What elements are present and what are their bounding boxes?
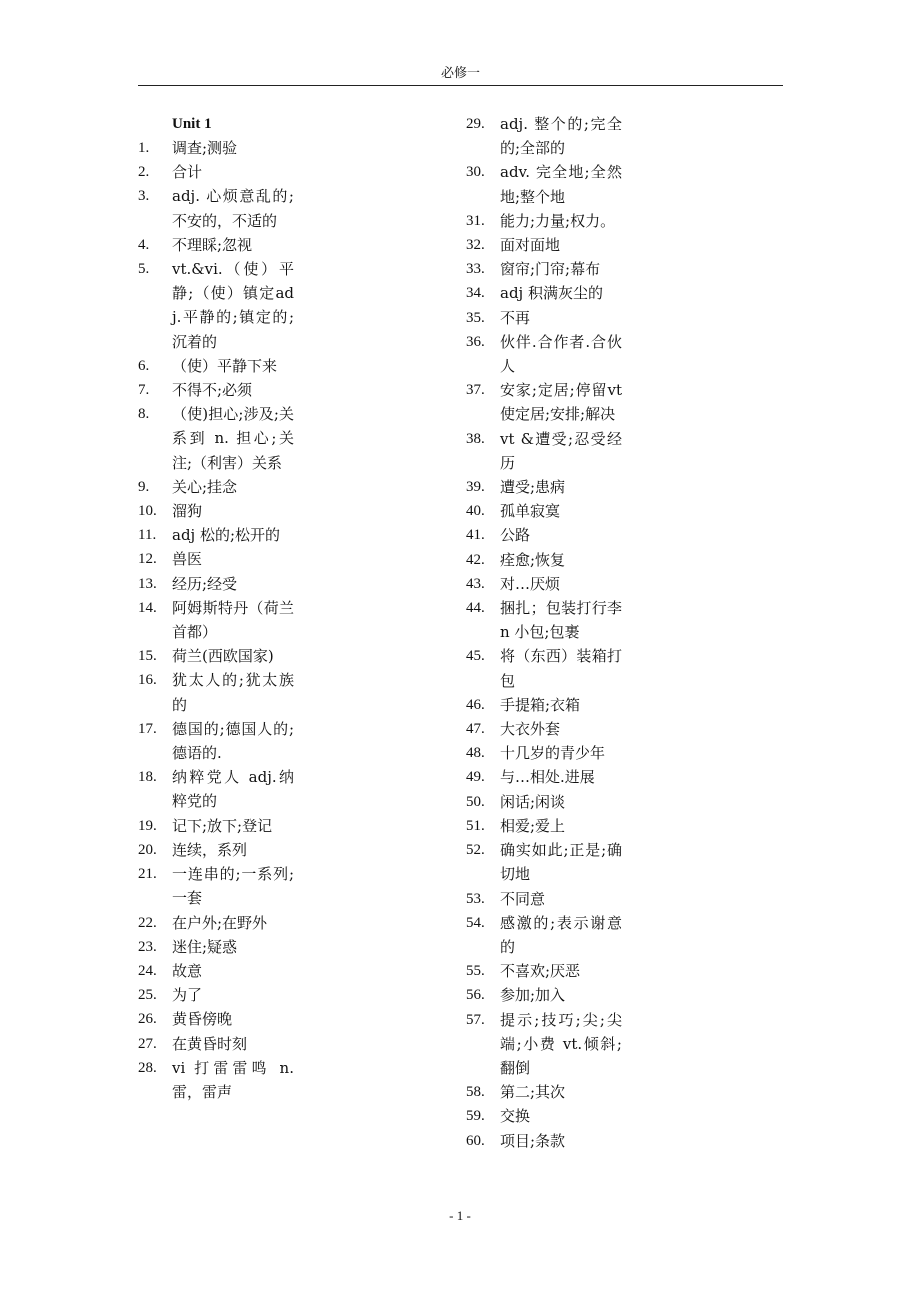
entry-definition: 不再 [500, 308, 531, 327]
entry-number: 12. [138, 551, 157, 568]
vocab-entry [466, 911, 626, 959]
entry-number: 32. [466, 237, 485, 254]
vocab-entry [466, 281, 626, 305]
vocab-entry [138, 257, 298, 354]
entry-definition: 不得不;必须 [172, 381, 253, 400]
vocab-entry [466, 112, 626, 160]
entry-definition: 确实如此;正是;确切地 [500, 841, 622, 884]
entry-definition: 调查;测验 [172, 139, 238, 157]
entry-definition: 与…相处.进展 [500, 768, 595, 787]
entry-number: 47. [466, 721, 485, 738]
entry-definition: 记下;放下;登记 [172, 816, 273, 835]
vocab-entry [138, 1007, 298, 1031]
entry-definition: 在户外;在野外 [172, 913, 268, 932]
left-column [138, 112, 298, 1104]
vocab-entry [138, 136, 298, 160]
entry-definition: 迷住;疑惑 [172, 937, 238, 956]
entry-definition: 项目;条款 [500, 1131, 566, 1150]
entry-definition: 大衣外套 [500, 720, 561, 739]
entry-number: 21. [138, 866, 157, 883]
entry-definition: 手提箱;衣箱 [500, 695, 581, 714]
vocab-entry [466, 330, 626, 378]
entry-definition: 提示;技巧;尖;尖端;小费 vt.倾斜;翻倒 [500, 1010, 622, 1077]
vocab-entry [466, 790, 626, 814]
vocab-entry [138, 668, 298, 716]
entry-definition: 一连串的;一系列;一套 [172, 865, 294, 908]
entry-definition: 孤单寂寞 [500, 502, 561, 521]
entry-number: 60. [466, 1132, 485, 1149]
entry-definition: 面对面地 [500, 236, 561, 255]
vocab-entry [466, 233, 626, 257]
entry-definition: 能力;力量;权力。 [500, 211, 616, 230]
entry-number: 16. [138, 672, 157, 689]
entry-definition: 公路 [500, 526, 531, 545]
entry-number: 49. [466, 769, 485, 786]
unit-title: Unit 1 [172, 116, 212, 132]
vocab-entry [466, 1080, 626, 1104]
entry-number: 22. [138, 914, 157, 931]
vocab-entry [466, 983, 626, 1007]
entry-number: 6. [138, 357, 150, 374]
entry-number: 45. [466, 648, 485, 665]
vocab-entry [466, 644, 626, 692]
entry-definition: 犹太人的;犹太族的 [172, 671, 294, 714]
entry-definition: 在黄昏时刻 [172, 1034, 248, 1053]
vocab-entry [466, 499, 626, 523]
entry-number: 18. [138, 769, 157, 786]
entry-number: 53. [466, 890, 485, 907]
entry-definition: 伙伴.合作者.合伙人 [500, 332, 622, 376]
vocab-entry [466, 838, 626, 886]
entry-definition: adj. 心烦意乱的;不安的，不适的 [172, 187, 294, 230]
entry-number: 26. [138, 1011, 157, 1028]
entry-number: 40. [466, 503, 485, 520]
vocab-entry [138, 935, 298, 959]
left-entry-list [138, 136, 298, 1104]
entry-number: 3. [138, 188, 150, 205]
entry-definition: 十几岁的青少年 [500, 744, 606, 763]
vocab-entry [138, 1032, 298, 1056]
entry-definition: 阿姆斯特丹（荷兰首都） [172, 598, 294, 642]
entry-definition: 溜狗 [172, 502, 203, 521]
entry-definition: adj 积满灰尘的 [500, 284, 603, 303]
entry-number: 4. [138, 236, 150, 253]
right-entry-list [466, 112, 626, 1153]
entry-number: 50. [466, 793, 485, 810]
entry-definition: 连续，系列 [172, 840, 248, 859]
entry-definition: 荷兰(西欧国家) [172, 647, 274, 666]
vocab-entry [138, 596, 298, 644]
vocab-entry [466, 596, 626, 644]
vocab-entry [466, 959, 626, 983]
entry-number: 7. [138, 382, 150, 399]
entry-definition: 经历;经受 [172, 574, 238, 593]
vocab-entry [466, 160, 626, 208]
vocab-entry [138, 402, 298, 475]
entry-number: 11. [138, 527, 157, 544]
vocab-entry [466, 1129, 626, 1153]
entry-definition: 黄昏傍晚 [172, 1010, 233, 1029]
vocab-entry [466, 548, 626, 572]
entry-definition: 不喜欢;厌恶 [500, 962, 581, 981]
vocab-entry [466, 306, 626, 330]
vocab-entry [138, 814, 298, 838]
page-number: - 1 - [449, 1208, 471, 1223]
entry-number: 25. [138, 987, 157, 1004]
entry-definition: vt &遭受;忍受经历 [500, 429, 622, 472]
entry-number: 31. [466, 212, 485, 229]
entry-definition: adj 松的;松开的 [172, 526, 281, 545]
vocab-entry [138, 838, 298, 862]
entry-number: 14. [138, 599, 157, 616]
vocab-entry [138, 475, 298, 499]
entry-number: 27. [138, 1035, 157, 1052]
vocab-entry [138, 547, 298, 571]
entry-definition: （使)担心;涉及;关系到 n. 担心;关注;（利害）关系 [172, 405, 294, 472]
entry-definition: 窗帘;门帘;幕布 [500, 260, 601, 279]
entry-definition: 纳粹党人 adj.纳粹党的 [172, 768, 294, 811]
entry-number: 43. [466, 575, 485, 592]
entry-definition: 不理睬;忽视 [172, 235, 253, 254]
entry-definition: 交换 [500, 1107, 531, 1126]
vocab-entry [138, 911, 298, 935]
entry-number: 38. [466, 430, 485, 447]
entry-number: 30. [466, 164, 485, 181]
vocab-entry [138, 378, 298, 402]
entry-number: 58. [466, 1084, 485, 1101]
entry-number: 17. [138, 720, 157, 737]
vocab-entry [466, 693, 626, 717]
vocab-entry [138, 717, 298, 765]
vocab-entry [138, 644, 298, 668]
entry-number: 37. [466, 382, 485, 399]
entry-number: 46. [466, 696, 485, 713]
vocab-entry [138, 160, 298, 184]
entry-definition: 关心;挂念 [172, 477, 238, 496]
vocab-entry [138, 983, 298, 1007]
entry-number: 10. [138, 503, 157, 520]
entry-definition: adj. 整个的;完全的;全部的 [500, 115, 622, 158]
vocab-entry [138, 184, 298, 232]
entry-definition: 德国的;德国人的;德语的. [172, 719, 294, 763]
entry-number: 23. [138, 938, 157, 955]
entry-number: 56. [466, 987, 485, 1004]
entry-number: 51. [466, 817, 485, 834]
entry-definition: 痊愈;恢复 [500, 550, 566, 569]
entry-number: 34. [466, 285, 485, 302]
vocab-entry [138, 862, 298, 910]
vocab-entry [138, 959, 298, 983]
entry-number: 24. [138, 962, 157, 979]
entry-number: 54. [466, 914, 485, 931]
entry-number: 48. [466, 745, 485, 762]
header-divider [138, 85, 783, 86]
entry-definition: 参加;加入 [500, 986, 566, 1005]
entry-number: 44. [466, 600, 485, 617]
entry-number: 55. [466, 963, 485, 980]
entry-number: 36. [466, 333, 485, 350]
entry-definition: 兽医 [172, 550, 203, 569]
entry-definition: 相爱;爱上 [500, 816, 566, 835]
vocab-entry [466, 475, 626, 499]
entry-number: 9. [138, 478, 150, 495]
vocab-entry [138, 572, 298, 596]
vocab-entry [466, 717, 626, 741]
entry-definition: vt.&vi.（使）平静;（使）镇定adj.平静的;镇定的;沉着的 [172, 260, 294, 351]
vocab-entry [138, 1056, 298, 1104]
entry-number: 52. [466, 842, 485, 859]
entry-number: 33. [466, 261, 485, 278]
entry-number: 15. [138, 648, 157, 665]
right-column [466, 112, 626, 1153]
vocab-entry [466, 523, 626, 547]
entry-definition: 对…厌烦 [500, 574, 561, 593]
entry-number: 29. [466, 116, 485, 132]
page-header: 必修一 [440, 66, 480, 81]
entry-number: 19. [138, 817, 157, 834]
vocab-entry [466, 1008, 626, 1081]
entry-number: 42. [466, 551, 485, 568]
vocab-entry [466, 887, 626, 911]
entry-definition: 安家;定居;停留vt 使定居;安排;解决 [500, 381, 622, 424]
entry-number: 28. [138, 1059, 157, 1076]
entry-number: 39. [466, 479, 485, 496]
vocab-entry [138, 233, 298, 257]
entry-number: 13. [138, 575, 157, 592]
entry-definition: 捆扎；包装打行李 n 小包;包裹 [500, 599, 622, 642]
vocab-entry [466, 209, 626, 233]
vocab-entry [138, 523, 298, 547]
entry-definition: （使）平静下来 [172, 356, 278, 375]
vocab-entry [466, 572, 626, 596]
entry-number: 59. [466, 1108, 485, 1125]
entry-number: 20. [138, 841, 157, 858]
entry-definition: 为了 [172, 986, 203, 1005]
entry-definition: 感激的;表示谢意的 [500, 913, 622, 956]
entry-number: 1. [138, 140, 150, 156]
entry-definition: 故意 [172, 961, 203, 980]
entry-definition: 将（东西）装箱打包 [500, 647, 622, 690]
vocab-entry [466, 741, 626, 765]
entry-definition: 闲话;闲谈 [500, 792, 566, 811]
entry-definition: 合计 [172, 163, 203, 182]
vocab-entry [466, 814, 626, 838]
entry-number: 41. [466, 527, 485, 544]
entry-number: 2. [138, 164, 150, 181]
entry-number: 57. [466, 1011, 485, 1028]
vocab-entry [466, 1104, 626, 1128]
entry-definition: 遭受;患病 [500, 478, 566, 497]
vocab-entry [466, 378, 626, 426]
entry-number: 8. [138, 406, 150, 423]
vocab-entry [466, 765, 626, 789]
entry-definition: 第二;其次 [500, 1083, 566, 1102]
vocab-entry [466, 427, 626, 475]
entry-definition: adv. 完全地;全然地;整个地 [500, 163, 622, 206]
entry-number: 5. [138, 261, 150, 278]
vocab-entry [138, 765, 298, 813]
vocab-entry [466, 257, 626, 281]
vocab-entry [138, 354, 298, 378]
entry-definition: 不同意 [500, 889, 546, 908]
entry-number: 35. [466, 309, 485, 326]
entry-definition: vi 打雷雷鸣 n.雷，雷声 [172, 1058, 294, 1101]
vocab-entry [138, 499, 298, 523]
